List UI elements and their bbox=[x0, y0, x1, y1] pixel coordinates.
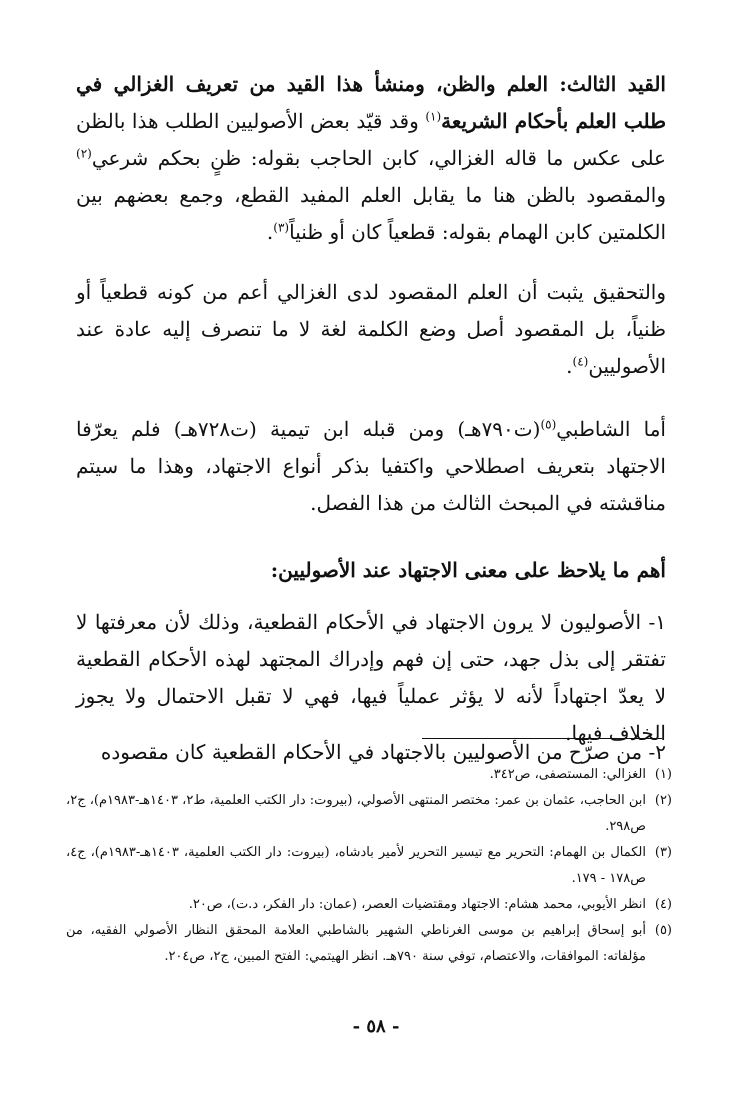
footnote-number: (١) bbox=[654, 767, 672, 782]
footnote-text: الكمال بن الهمام: التحرير مع تيسير التحرير لأمير بادشاه، (بيروت: دار الكتب العلمية، ١٤٠٣هـ-١٩٨٣م)، ج٤، ص١٧٨ - ١٧٩. bbox=[66, 845, 647, 886]
footnote-2 bbox=[66, 788, 672, 840]
paragraph-3-text-2: (ت٧٩٠هـ) ومن قبله ابن تيمية (ت٧٢٨هـ) فلم يعرّفا الاجتهاد بتعريف اصطلاحي واكتفيا بذكر أنواع الاجتهاد، وهذا ما سيتم مناقشته في المبحث الثالث من هذا الفصل. bbox=[76, 417, 666, 515]
footnote-1 bbox=[66, 762, 672, 788]
paragraph-1-text-3: . bbox=[266, 220, 274, 244]
paragraph-2-text-2: . bbox=[566, 354, 573, 378]
footnote-text: الغزالي: المستصفى، ص٣٤٢. bbox=[489, 767, 646, 782]
footnote-text: انظر الأيوبي، محمد هشام: الاجتهاد ومقتضيات العصر، (عمان: دار الفكر، د.ت)، ص٢٠. bbox=[188, 897, 646, 912]
paragraph-2 bbox=[76, 274, 666, 385]
paragraph-1-text-1: وقد قيّد بعض الأصوليين الطلب هذا بالظن على عكس ما قاله الغزالي، كابن الحاجب بقوله: ظنٍ بحكم شرعي bbox=[76, 109, 666, 170]
footnote-ref-3[interactable]: (٣) bbox=[273, 220, 290, 235]
paragraph-3 bbox=[76, 411, 666, 522]
footnote-number: (٥) bbox=[654, 923, 672, 938]
footnote-ref-2[interactable]: (٢) bbox=[76, 146, 92, 161]
paragraph-1 bbox=[76, 66, 666, 251]
footnotes bbox=[66, 762, 672, 970]
paragraph-4 bbox=[76, 604, 666, 752]
page-number: - ٥٨ - bbox=[352, 1016, 400, 1037]
paragraph-5-text: ٢- من صرّح من الأصوليين بالاجتهاد في الأحكام القطعية كان مقصوده bbox=[100, 740, 666, 764]
section-heading: أهم ما يلاحظ على معنى الاجتهاد عند الأصوليين: bbox=[270, 558, 666, 582]
footnote-ref-5[interactable]: (٥) bbox=[540, 417, 557, 432]
footnote-number: (٣) bbox=[654, 845, 672, 860]
footnote-divider bbox=[422, 738, 662, 739]
footnote-ref-1[interactable]: (١) bbox=[425, 109, 442, 124]
footnote-text: أبو إسحاق إبراهيم بن موسى الغرناطي الشهير بالشاطبي العلامة المحقق النظار الأصولي الفقيه، من مؤلفاته: الموافقات، والاعتصام، توفي سنة ٧٩٠هـ. انظر الهيتمي: الفتح المبين، ج٢، ص٢٠٤. bbox=[66, 923, 646, 964]
footnote-4 bbox=[66, 892, 672, 918]
footnote-number: (٢) bbox=[654, 793, 672, 808]
footnote-3 bbox=[66, 840, 672, 892]
paragraph-2-text-1: والتحقيق يثبت أن العلم المقصود لدى الغزالي أعم من كونه قطعياً أو ظنياً، بل المقصود أصل وضع الكلمة لغة لا ما تنصرف إليه عادة عند الأصوليين bbox=[76, 280, 666, 378]
footnote-ref-4[interactable]: (٤) bbox=[572, 354, 589, 369]
paragraph-4-text: ١- الأصوليون لا يرون الاجتهاد في الأحكام القطعية، وذلك لأن معرفتها لا تفتقر إلى بذل جهد، حتى إن فهم وإدراك المجتهد لهذه الأحكام القطعية لا يعدّ اجتهاداً لأنه لا يؤثر عملياً فيها، فهي لا تقبل الاحتمال ولا يجوز الخلاف فيها. bbox=[76, 610, 666, 745]
footnote-number: (٤) bbox=[654, 897, 672, 912]
footnote-5 bbox=[66, 918, 672, 970]
paragraph-3-text-1: أما الشاطبي bbox=[556, 417, 666, 441]
paragraph-1-text-2: والمقصود بالظن هنا ما يقابل العلم المفيد القطع، وجمع بعضهم بين الكلمتين كابن الهمام بقوله: قطعياً كان أو ظنياً bbox=[76, 183, 666, 244]
footnote-text: ابن الحاجب، عثمان بن عمر: مختصر المنتهى الأصولي، (بيروت: دار الكتب العلمية، ط٢، ١٤٠٣هـ-١٩٨٣م)، ج٢، ص٢٩٨. bbox=[66, 793, 646, 834]
paragraph-1-lead: القيد الثالث: العلم والظن، ومنشأ هذا القيد من تعريف الغزالي في طلب العلم بأحكام الشريعة bbox=[76, 72, 667, 133]
